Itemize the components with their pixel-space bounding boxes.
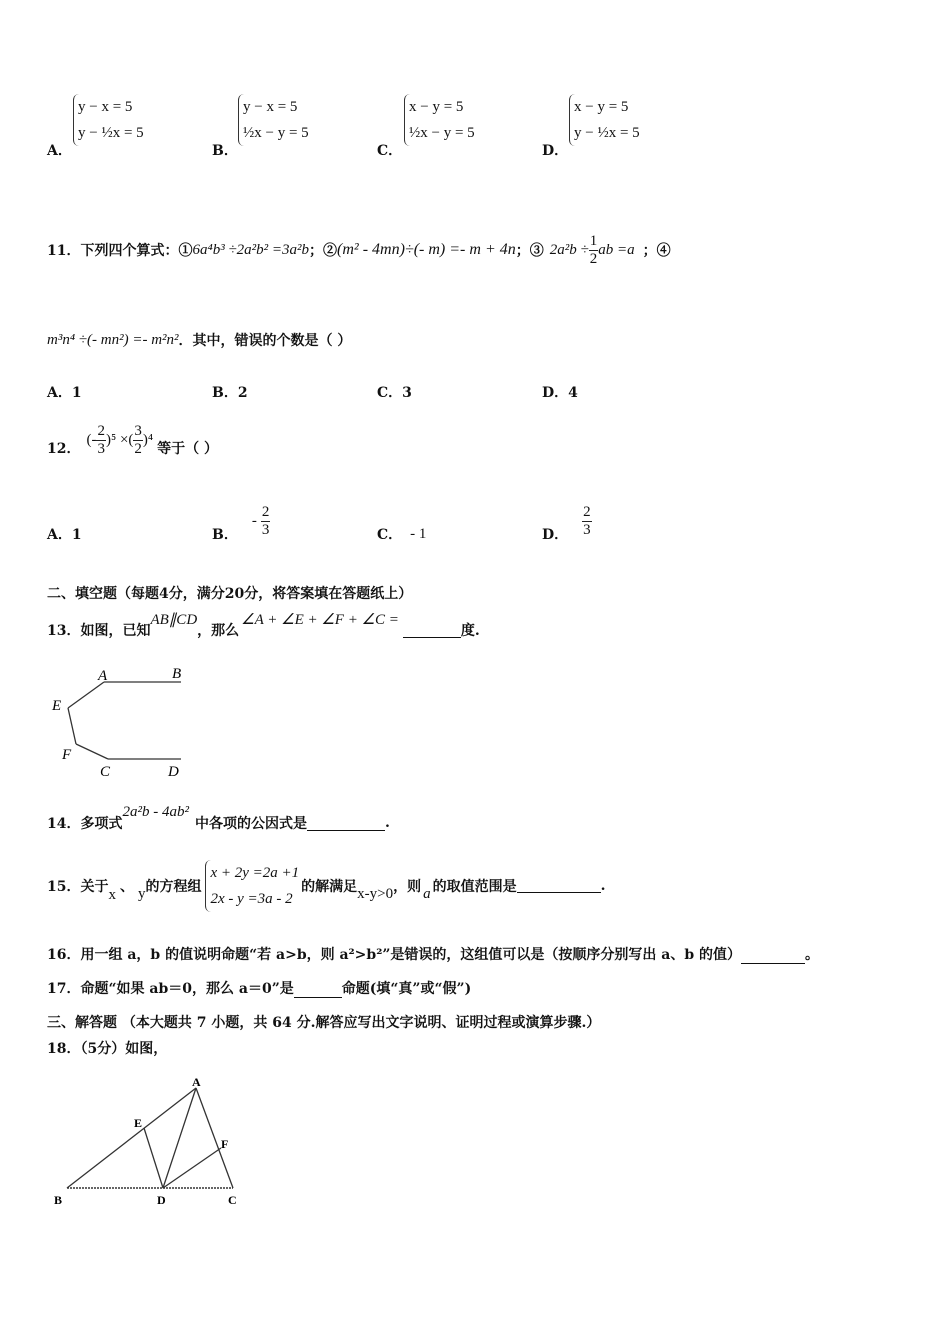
q11-fraction-half: $\frac{1}{2}$ [589,232,598,267]
q14-expression: 2a²b - 4ab² [122,803,189,820]
fig18-label-c: C [228,1193,237,1207]
fig13-label-d: D [168,764,179,780]
q15-var-y: y [137,885,146,902]
fig13-label-a: A [98,668,108,684]
q10-c-eq2: ½x − y = 5 [409,125,475,141]
q10-option-d-label: D． [542,143,569,159]
q15-eq1: x + 2y =2a +1 [210,865,300,881]
q10-option-d-system [569,94,640,146]
fig18-label-f: F [221,1137,229,1151]
fig18-label-d: D [157,1193,166,1207]
q14-answer-blank[interactable] [307,816,385,831]
q15-mid3: ，则 [393,879,422,895]
q12-prefix: 12． [47,441,81,457]
q17-answer-blank[interactable] [294,983,342,998]
q14-prefix: 14．多项式 [47,816,123,832]
q18-question: 18．（5分）如图， [47,1041,168,1057]
q13-answer-blank[interactable] [403,623,461,638]
q15-var-x: x [108,886,116,903]
q16-answer-blank[interactable] [741,949,805,964]
fig13-label-c: C [100,764,111,780]
q10-option-b-label: B． [212,143,238,159]
q11-option-b: B．2 [212,385,248,401]
q10-options [47,94,867,160]
section-2-heading: 二、填空题（每题4分，满分20分，将答案填在答题纸上） [47,586,413,602]
q13-question [47,606,480,642]
q15-equation-system [205,860,299,912]
q16-question [47,944,819,964]
q11-prefix: 11．下列四个算式：① [47,243,193,259]
q11-option-d: D．4 [542,385,578,401]
q14-question [47,798,390,834]
q11-option-a: A．1 [47,385,82,401]
q15-eq2: 2x - y =3a - 2 [210,891,293,907]
q10-option-c-label: C． [377,143,403,159]
q10-b-eq1: y − x = 5 [243,99,298,115]
fig13-label-e: E [52,698,62,714]
q10-d-eq1: x − y = 5 [574,99,629,115]
q13-prefix: 13．如图，已知 [47,623,151,639]
q11-option-c: C．3 [377,385,412,401]
q18-figure [50,1072,250,1212]
q10-c-eq1: x − y = 5 [409,99,464,115]
q11-expression-3-right: ab =a [598,241,635,258]
q16-end: 。 [805,947,819,963]
q11-expression-1: 6a⁴b³ ÷2a²b² =3a²b [192,241,310,258]
q11-sep-1: ；② [309,243,338,259]
q11-expression-3-left: 2a²b ÷ [549,241,589,258]
q12-fraction-2: $\frac{3}{2}$ [134,422,142,457]
fig18-label-a: A [192,1075,201,1089]
q17-text: 17．命题“如果 ab＝0，那么 a＝0”是 [47,981,294,997]
q11-sep-3: ；④ [642,243,671,259]
q14-tail: 中各项的公因式是 [194,816,307,832]
q10-option-a-system [73,94,144,146]
q12-option-c: C． - 1 [377,525,427,543]
q13-mid: ，那么 [197,623,240,639]
fig18-label-b: B [54,1193,63,1207]
q15-tail: 的取值范围是 [432,879,517,895]
q12-expr-part-b: )⁵ ×( [105,431,134,448]
q15-answer-blank[interactable] [517,878,601,893]
q11-line1 [47,230,671,270]
q11-line2 [47,330,351,350]
q11-question-tail: ．其中，错误的个数是（ ） [178,333,352,349]
q12-fraction-1: $\frac{2}{3}$ [97,422,105,457]
fig18-label-e: E [134,1116,143,1130]
q12-option-b: B． - $\frac{2}{3}$ [212,503,270,543]
q10-b-eq2: ½x − y = 5 [243,125,309,141]
q10-d-eq2: y − ½x = 5 [574,125,640,141]
section-3-heading: 三、解答题 （本大题共 7 小题，共 64 分.解答应写出文字说明、证明过程或演算步骤.） [47,1015,601,1031]
q12-tail: 等于（ ） [157,441,219,457]
q15-mid2: 的解满足 [301,879,358,895]
q12-question [47,418,218,462]
q15-var-a: a [423,885,431,902]
q15-condition: x-y>0 [357,885,394,902]
fig13-label-b: B [172,666,182,682]
q11-expression-4: m³n⁴ ÷(- mn²) =- m²n² [47,331,179,348]
q17-question [47,978,471,998]
q12-option-a: A．1 [47,527,82,543]
q11-sep-2: ；③ [515,243,544,259]
q10-option-b-system [238,94,309,146]
q15-sep: 、 [119,879,134,895]
q17-tail: 命题(填“真”或“假”) [341,981,472,997]
q15-question [47,856,606,916]
q15-mid: 的方程组 [145,879,202,895]
q13-figure [48,660,198,782]
q10-a-eq2: y − ½x = 5 [78,125,144,141]
q10-option-a-label: A． [47,143,72,159]
q10-option-c-system [404,94,475,146]
q11-expression-2: (m² - 4mn)÷(- m) =- m + 4n [337,241,516,258]
q13-expression: ∠A + ∠E + ∠F + ∠C = [241,611,399,628]
q13-condition: AB∥CD [150,611,198,628]
q14-end: . [384,815,390,831]
q13-tail: 度. [460,623,480,639]
q12-expr-part-a: (- [86,431,97,448]
q15-end: . [600,878,606,894]
fig13-label-f: F [62,747,72,763]
q12-option-d: D． $\frac{2}{3}$ [542,503,591,543]
q15-prefix: 15．关于 [47,879,109,895]
q10-a-eq1: y − x = 5 [78,99,133,115]
q12-expr-part-c: )⁴ [142,431,154,448]
q16-text: 16．用一组 a，b 的值说明命题“若 a>b，则 a²>b²”是错误的，这组值可以是（按顺序分别写出 a、b 的值） [47,947,741,963]
